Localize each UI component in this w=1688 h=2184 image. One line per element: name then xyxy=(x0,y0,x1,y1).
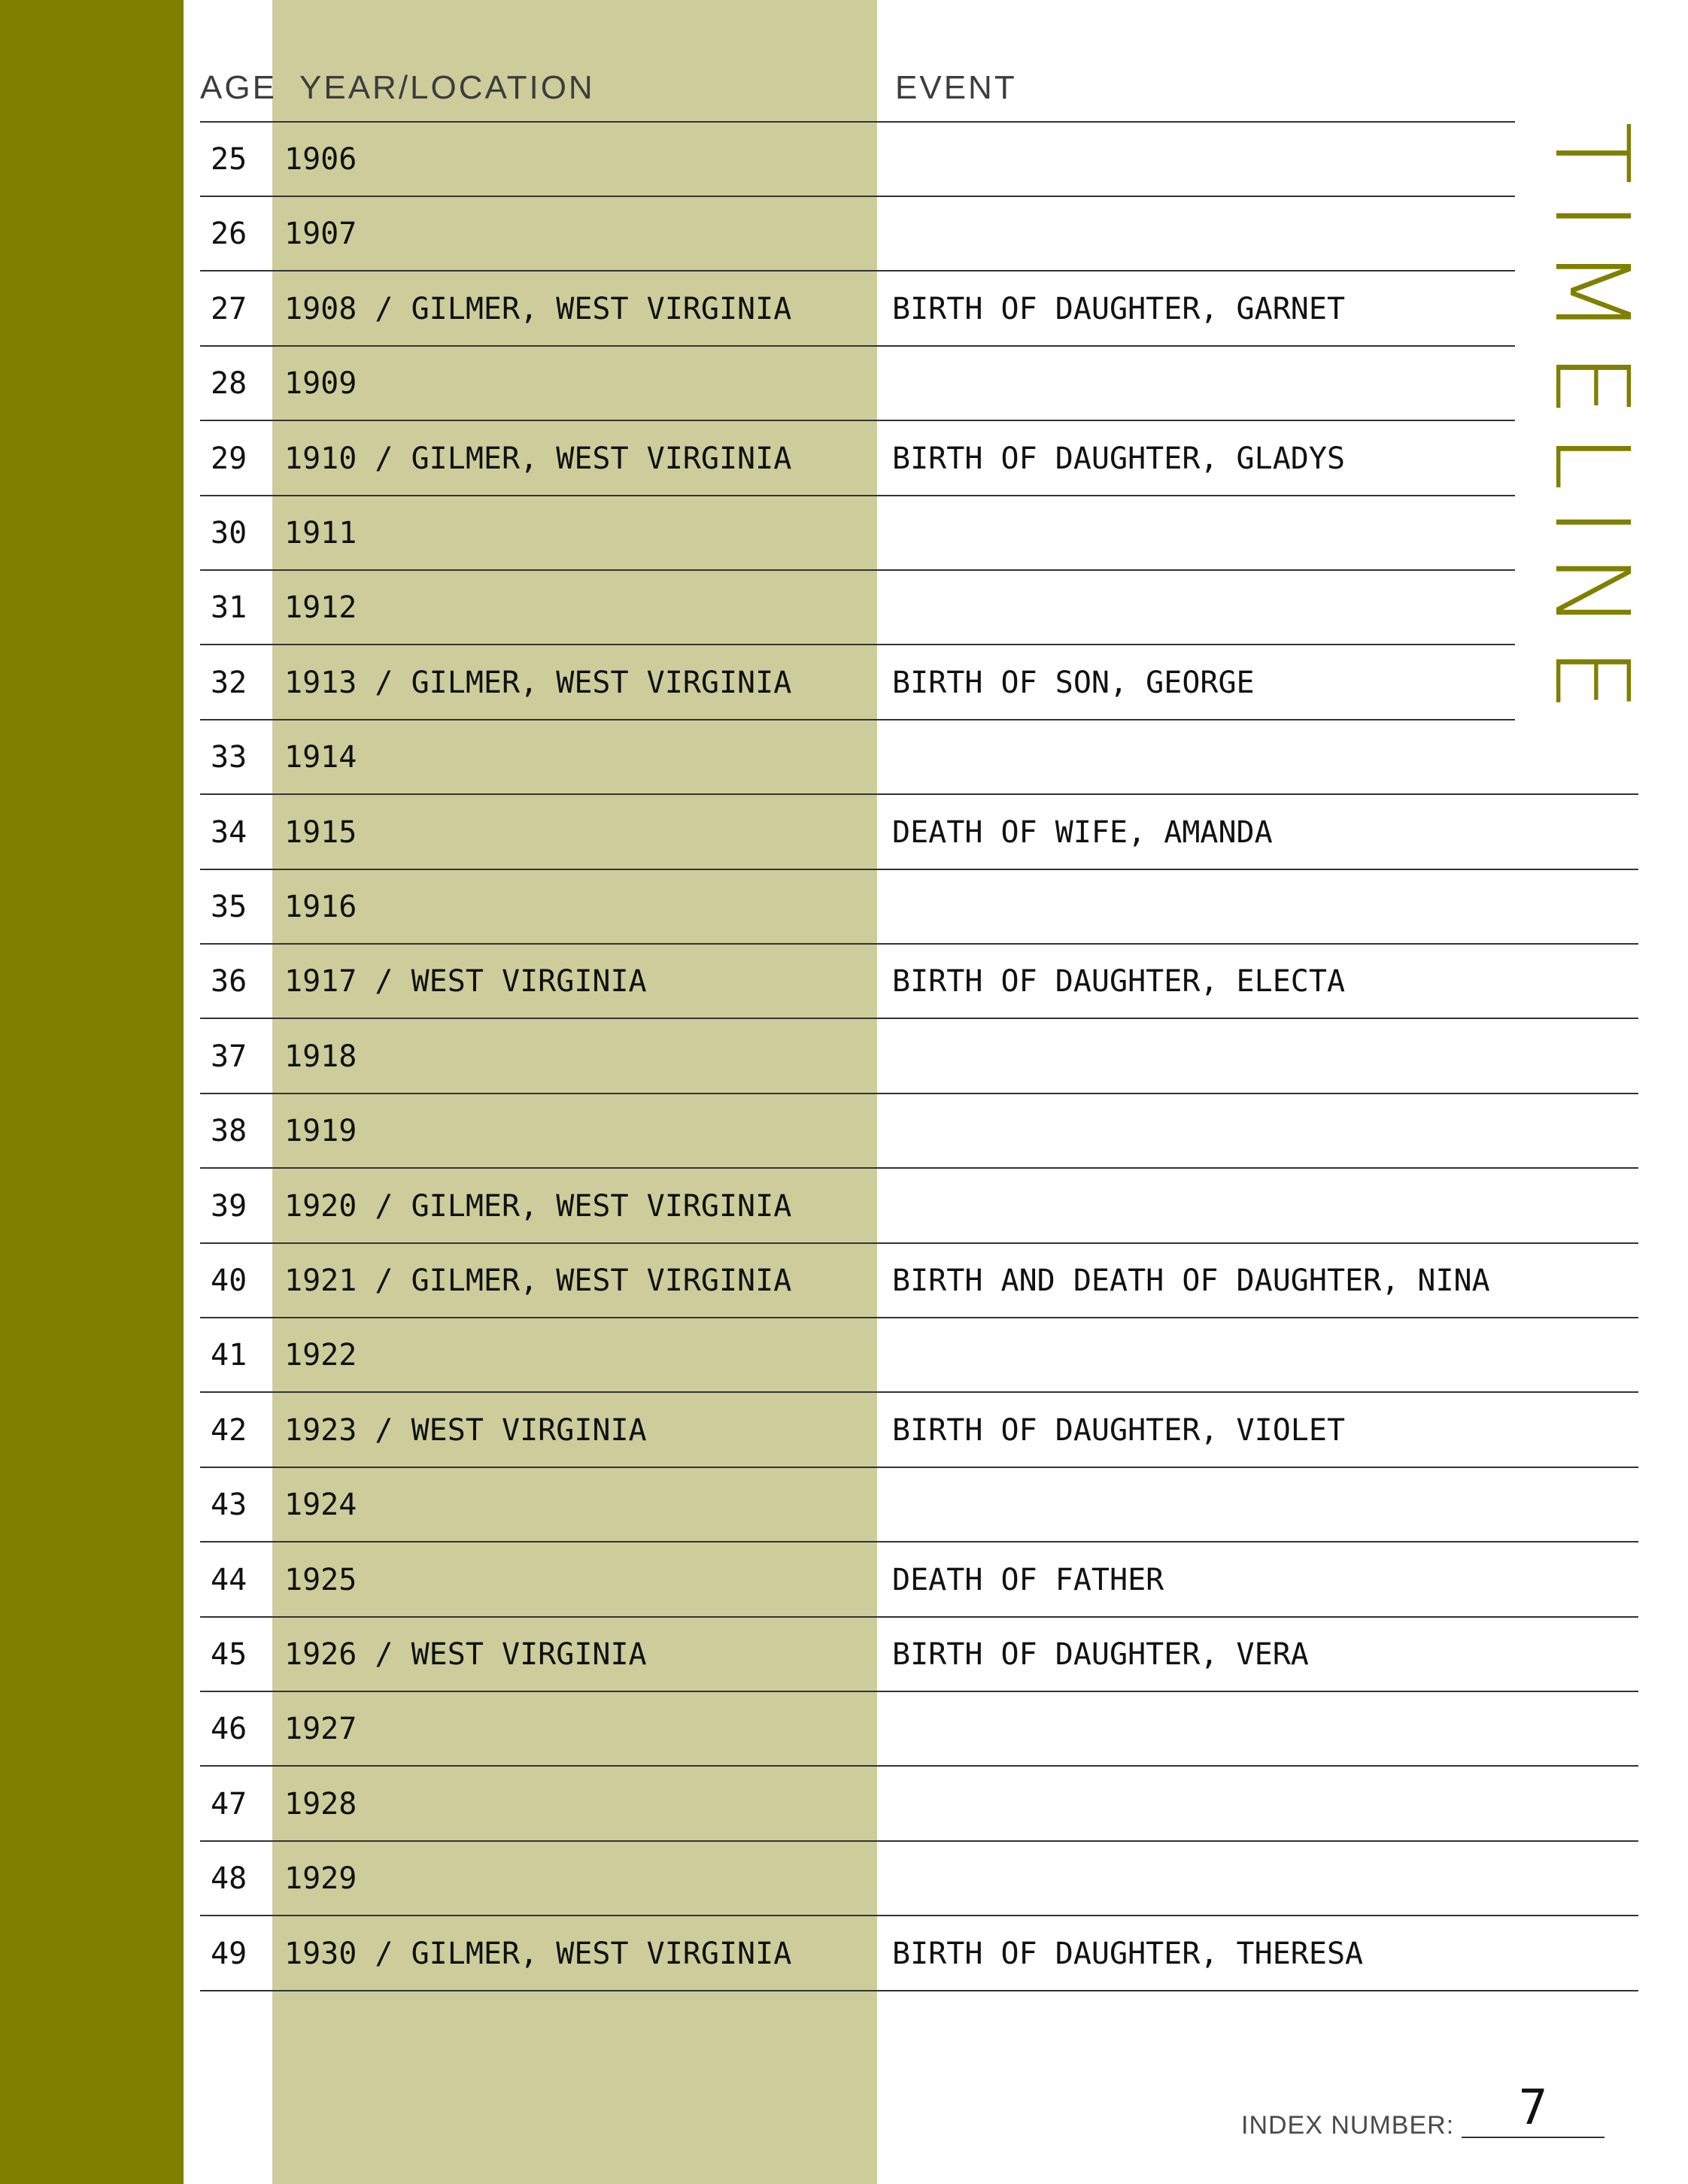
row-event: BIRTH OF DAUGHTER, VERA xyxy=(892,1637,1309,1672)
row-year: 1919 xyxy=(284,1114,357,1149)
row-year: 1921 / GILMER, WEST VIRGINIA xyxy=(284,1263,792,1298)
table-row xyxy=(200,1169,1638,1244)
row-event: DEATH OF FATHER xyxy=(892,1562,1164,1597)
row-year: 1929 xyxy=(284,1861,357,1897)
table-row xyxy=(200,347,1515,421)
row-year: 1910 / GILMER, WEST VIRGINIA xyxy=(284,441,792,476)
row-age: 43 xyxy=(211,1488,247,1523)
table-row xyxy=(200,571,1515,645)
row-event: BIRTH OF SON, GEORGE xyxy=(892,665,1255,700)
table-row xyxy=(200,1842,1638,1916)
table-row xyxy=(200,720,1638,795)
row-age: 41 xyxy=(211,1338,247,1373)
row-year: 1922 xyxy=(284,1338,357,1373)
row-age: 37 xyxy=(211,1039,247,1074)
accent-sidebar xyxy=(0,0,184,2184)
row-age: 44 xyxy=(211,1562,247,1597)
table-row xyxy=(200,1917,1638,1991)
row-age: 36 xyxy=(211,964,247,999)
row-year: 1912 xyxy=(284,590,357,626)
row-event: BIRTH OF DAUGHTER, GARNET xyxy=(892,291,1346,326)
row-event: BIRTH OF DAUGHTER, THERESA xyxy=(892,1936,1364,1971)
row-year: 1927 xyxy=(284,1712,357,1747)
row-year: 1914 xyxy=(284,740,357,775)
row-year: 1913 / GILMER, WEST VIRGINIA xyxy=(284,665,792,700)
index-number-label: INDEX NUMBER: xyxy=(1241,2111,1455,2140)
table-row xyxy=(200,1318,1638,1393)
row-event: BIRTH OF DAUGHTER, GLADYS xyxy=(892,441,1346,476)
index-number-value: 7 xyxy=(1518,2080,1548,2136)
row-year: 1916 xyxy=(284,890,357,924)
table-row xyxy=(200,646,1515,720)
row-age: 30 xyxy=(211,516,247,551)
header-age: AGE xyxy=(200,69,277,106)
row-age: 25 xyxy=(211,142,247,177)
row-year: 1928 xyxy=(284,1786,357,1822)
table-row xyxy=(200,496,1515,571)
row-year: 1917 / WEST VIRGINIA xyxy=(284,964,647,999)
table-row xyxy=(200,945,1638,1019)
row-age: 35 xyxy=(211,890,247,924)
row-age: 27 xyxy=(211,291,247,326)
row-year: 1915 xyxy=(284,814,357,850)
row-age: 42 xyxy=(211,1412,247,1448)
row-year: 1920 / GILMER, WEST VIRGINIA xyxy=(284,1188,792,1224)
row-age: 32 xyxy=(211,665,247,700)
row-event: DEATH OF WIFE, AMANDA xyxy=(892,814,1273,850)
row-age: 49 xyxy=(211,1936,247,1971)
row-age: 48 xyxy=(211,1861,247,1897)
table-row xyxy=(200,197,1515,271)
index-number-line xyxy=(1462,2137,1605,2138)
row-age: 39 xyxy=(211,1188,247,1224)
row-year: 1923 / WEST VIRGINIA xyxy=(284,1412,647,1448)
row-event: BIRTH OF DAUGHTER, ELECTA xyxy=(892,964,1346,999)
table-row xyxy=(200,1618,1638,1692)
table-row xyxy=(200,870,1638,945)
row-age: 33 xyxy=(211,740,247,775)
row-year: 1911 xyxy=(284,516,357,551)
table-row xyxy=(200,1020,1638,1094)
row-event: BIRTH OF DAUGHTER, VIOLET xyxy=(892,1412,1346,1448)
table-row xyxy=(200,1692,1638,1767)
table-row xyxy=(200,272,1515,347)
header-event: EVENT xyxy=(895,69,1017,106)
table-row xyxy=(200,1767,1638,1842)
row-age: 38 xyxy=(211,1114,247,1149)
row-age: 47 xyxy=(211,1786,247,1822)
table-row xyxy=(200,422,1515,496)
row-event: BIRTH AND DEATH OF DAUGHTER, NINA xyxy=(892,1263,1490,1298)
table-row xyxy=(200,1468,1638,1542)
row-age: 31 xyxy=(211,590,247,626)
row-year: 1909 xyxy=(284,366,357,402)
row-year: 1907 xyxy=(284,217,357,252)
table-row xyxy=(200,1244,1638,1318)
table-row xyxy=(200,123,1515,197)
row-year: 1926 / WEST VIRGINIA xyxy=(284,1637,647,1672)
table-row xyxy=(200,796,1638,870)
row-age: 45 xyxy=(211,1637,247,1672)
row-year: 1918 xyxy=(284,1039,357,1074)
row-year: 1930 / GILMER, WEST VIRGINIA xyxy=(284,1936,792,1971)
row-age: 28 xyxy=(211,366,247,402)
table-row xyxy=(200,1543,1638,1618)
header-year-location: YEAR/LOCATION xyxy=(299,69,595,106)
row-year: 1906 xyxy=(284,142,357,177)
row-age: 46 xyxy=(211,1712,247,1747)
row-age: 26 xyxy=(211,217,247,252)
page-title xyxy=(1532,71,1650,778)
page-title-text: TIMELINE xyxy=(1532,122,1650,728)
row-year: 1924 xyxy=(284,1488,357,1523)
row-year: 1925 xyxy=(284,1562,357,1597)
row-age: 34 xyxy=(211,814,247,850)
row-age: 40 xyxy=(211,1263,247,1298)
table-row xyxy=(200,1394,1638,1468)
table-row xyxy=(200,1094,1638,1169)
row-age: 29 xyxy=(211,441,247,476)
row-year: 1908 / GILMER, WEST VIRGINIA xyxy=(284,291,792,326)
